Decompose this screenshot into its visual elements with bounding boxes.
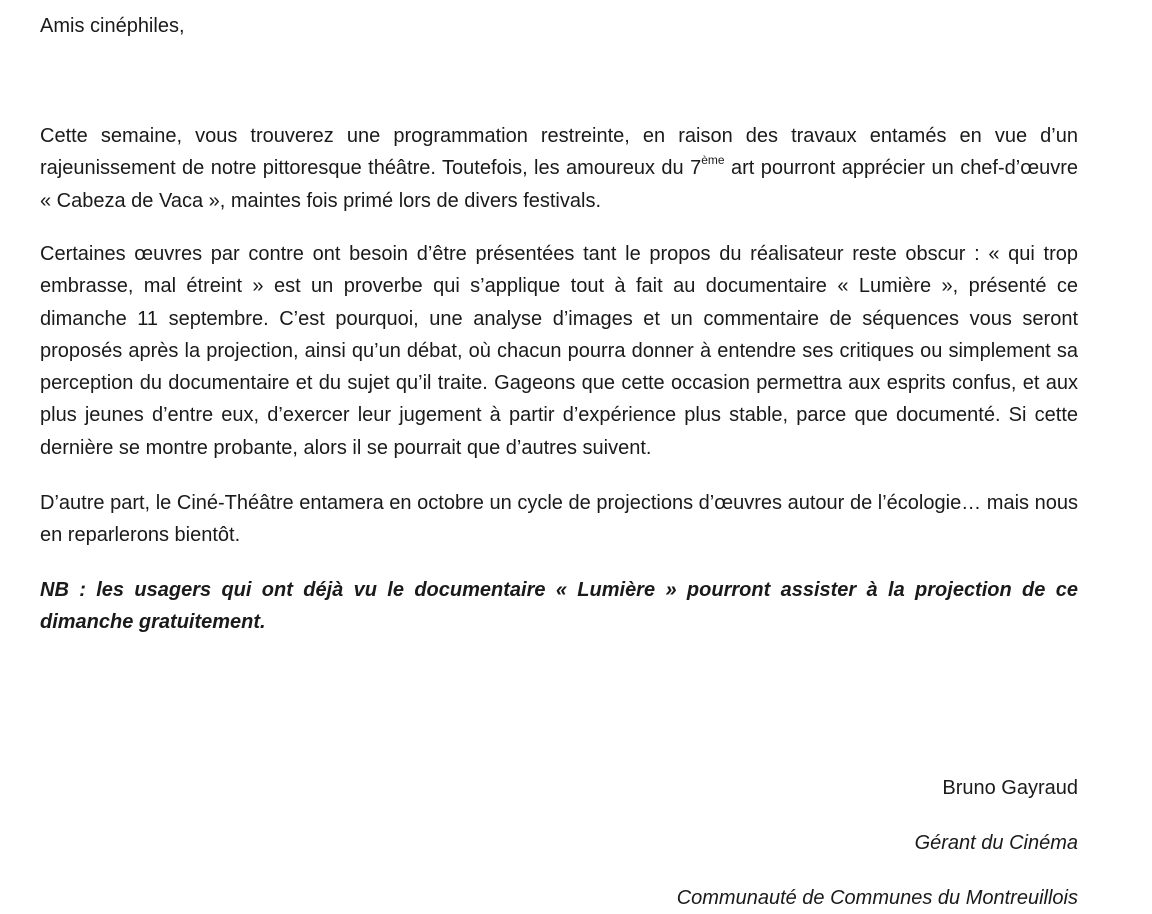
signature-organization: Communauté de Communes du Montreuillois <box>676 887 1078 909</box>
paragraph-programmation-text-start: Cette semaine, vous trouverez une programmation restreinte, en raison des travaux entamés en vue d’un rajeunissement de notre pittoresque théâtre. Toutefois, les amoureux du 7 <box>40 125 1078 180</box>
paragraph-programmation-text-end: art pourront apprécier un chef-d’œuvre « Cabeza de Vaca », maintes fois primé lors de divers festivals. <box>40 157 1079 212</box>
signature-role: Gérant du Cinéma <box>914 832 1078 854</box>
paragraph-cycle-ecologie: D’autre part, le Ciné-Théâtre entamera en octobre un cycle de projections d’œuvres autour de l’écologie… mais nous en reparlerons bientôt. <box>40 492 1078 547</box>
paragraph-programmation <box>40 120 1078 217</box>
ordinal-superscript: ème <box>701 153 725 168</box>
nota-bene: NB : les usagers qui ont déjà vu le documentaire « Lumière » pourront assister à la projection de ce dimanche gratuitement. <box>40 579 1078 634</box>
paragraph-documentaire: Certaines œuvres par contre ont besoin d’être présentées tant le propos du réalisateur reste obscur : « qui trop embrasse, mal étreint » est un proverbe qui s’applique tout à fait au documentaire « Lumière », présenté ce dimanche 11 septembre. C’est pourquoi, une analyse d’images et un commentaire de séquences vous seront proposés après la projection, ainsi qu’un débat, où chacun pourra donner à entendre ses critiques ou simplement sa perception du documentaire et du sujet qu’il traite. Gageons que cette occasion permettra aux esprits confus, et aux plus jeunes d’entre eux, d’exercer leur jugement à partir d’expérience plus stable, parce que documenté. Si cette dernière se montre probante, alors il se pourrait que d’autres suivent. <box>40 243 1078 459</box>
greeting: Amis cinéphiles, <box>40 15 185 37</box>
signature-name: Bruno Gayraud <box>942 777 1078 799</box>
